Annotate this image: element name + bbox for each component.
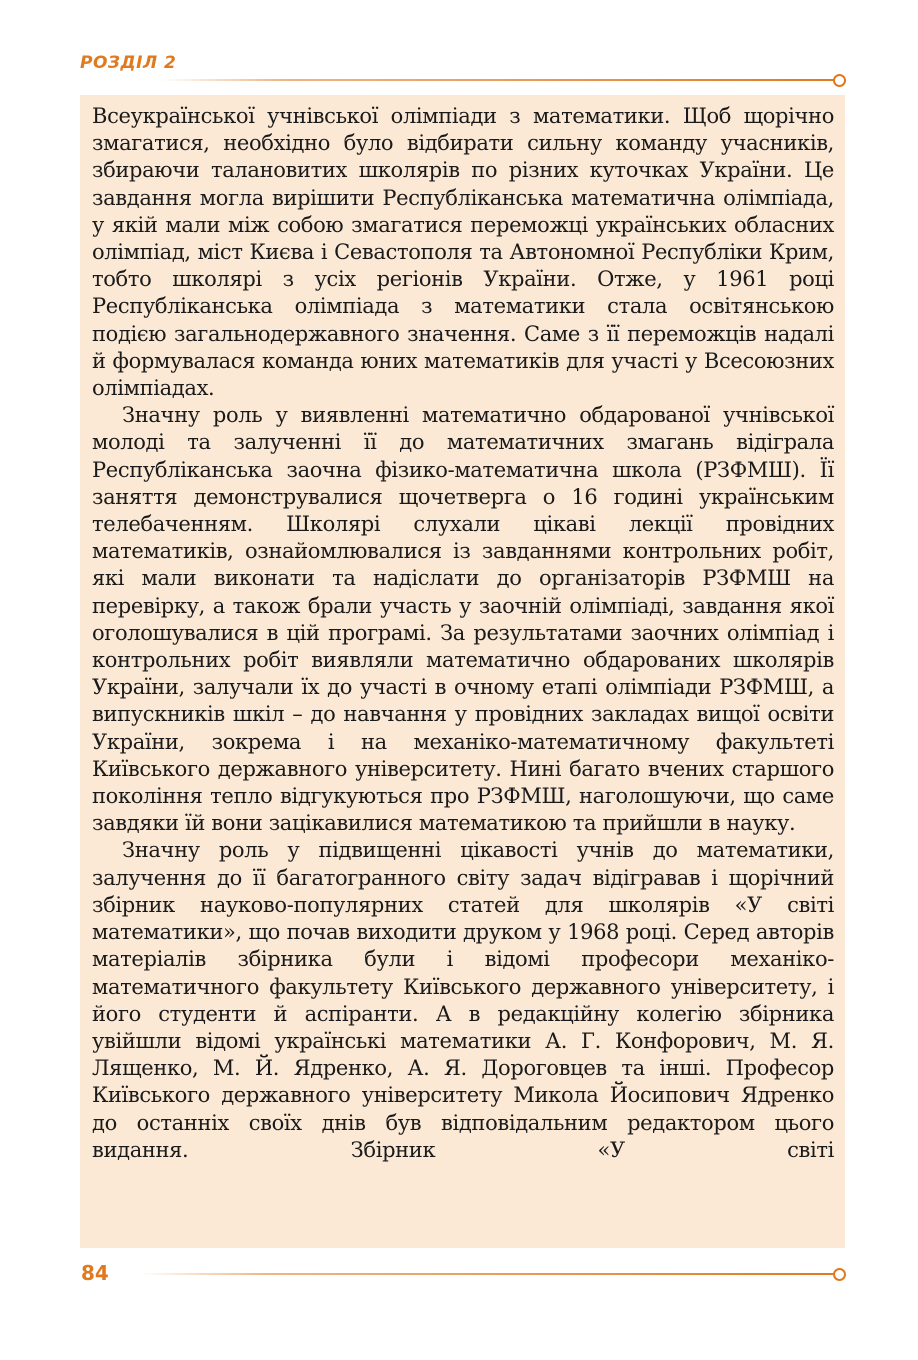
paragraph-1 xyxy=(92,103,834,402)
footer-divider xyxy=(140,1273,834,1275)
chapter-label: РОЗДІЛ 2 xyxy=(80,53,177,73)
paragraph-2 xyxy=(92,402,834,837)
text-panel xyxy=(80,95,845,1248)
paragraph-1-text: Всеукраїнської учнівської олімпіади з математики. Щоб щорічно змагатися, необхідно було відбирати сильну команду учасників, збираючи талановитих школярів по різних куточках України. Це завдання могла вирішити Республіканська математична олімпіада, у якій мали між собою змагатися переможці українських обласних олімпіад, міст Києва і Севастополя та Автономної Республіки Крим, тобто школярі з усіх регіонів України. Отже, у 1961 році Республіканська олімпіада з математики стала освітянською подією загальнодержавного значення. Саме з її переможців надалі й формувалася команда юних математиків для участі у Всесоюзних олімпіадах. xyxy=(92,104,834,401)
paragraph-2-text: Значну роль у виявленні математично обдарованої учнівської молоді та залученні її до математичних змагань відіграла Республіканська заочна фізико-математична школа (РЗФМШ). Її заняття демонструвалися щочетверга о 16 годині українським телебаченням. Школярі слухали цікаві лекції провідних математиків, ознайомлювалися із завданнями контрольних робіт, які мали виконати та надіслати до організаторів РЗФМШ на перевірку, а також брали участь у заочній олімпіаді, завдання якої оголошувалися в цій програмі. За результатами заочних олімпіад і контрольних робіт виявляли математично обдарованих школярів України, залучали їх до участі в очному етапі олімпіади РЗФМШ, а випускників шкіл – до навчання у провідних закладах вищої освіти України, зокрема і на механіко-математичному факультеті Київського державного університету. Нині багато вчених старшого покоління тепло відгукуються про РЗФМШ, наголошуючи, що саме завдяки їй вони зацікавилися математикою та прийшли в науку. xyxy=(92,403,834,836)
paragraph-3 xyxy=(92,837,834,1163)
paragraph-3-text: Значну роль у підвищенні цікавості учнів до математики, залучення до її багатогранного світу задач відігравав і щорічний збірник науково-популярних статей для школярів «У світі математики», що почав виходити друком у 1968 році. Серед авторів матеріалів збірника були і відомі професори механіко-математичного факультету Київського державного університету, і його студенти й аспіранти. А в редакційну колегію збірника увійшли відомі українські математики А. Г. Конфорович, М. Я. Лященко, М. Й. Ядренко, А. Я. Дороговцев та інші. Професор Київського державного університету Микола Йосипович Ядренко до останніх своїх днів був відповідальним редактором цього видання. Збірник «У світі xyxy=(92,838,834,1162)
footer-divider-end-dot xyxy=(833,1268,846,1281)
header-divider-end-dot xyxy=(833,74,846,87)
page-number: 84 xyxy=(81,1261,109,1285)
header-divider xyxy=(160,79,834,81)
